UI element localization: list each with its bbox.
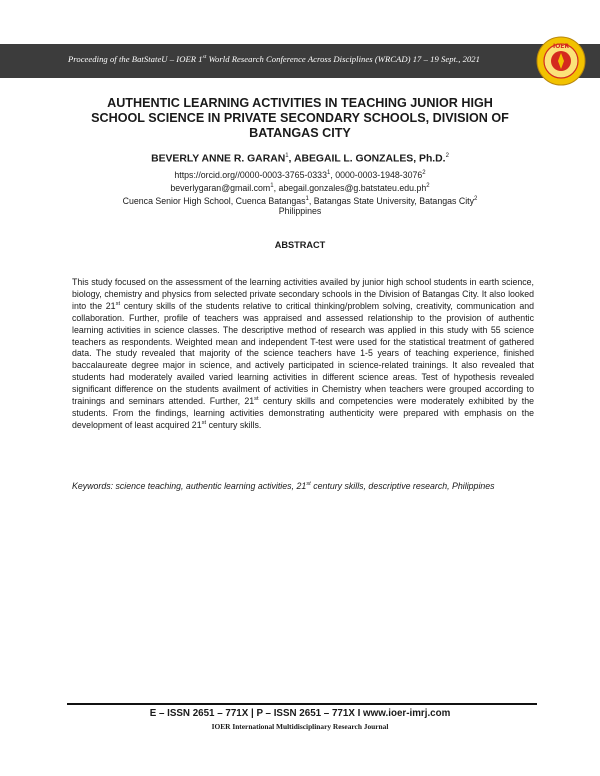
abstract-body: This study focused on the assessment of the learning activities availed by junior high school students in earth science, biology, chemistry and physics from selected private secondary schools in the Division of Batangas City. It also looked into the 21st century skills of the students relative to critical thinking/problem solving, creativity, communication and collaboration. Further, profile of teachers was appraised and assessed relationship to the provision of authentic learning activities in science classes. The descriptive method of research was applied in this study with 55 science teachers as respondents. Weighted mean and independent T-test were used for the statistical treatment of gathered data. The study revealed that majority of the science teachers have 1-5 years of teaching experience, finished baccalaureate degree major in science, and actively participated in science-related trainings. It also revealed that students had moderately availed varied learning activities in different science areas. Test of hypothesis revealed significant difference on the students availment of activities in Chemistry when teachers were grouped according to trainings and seminars attended. Further, 21st century skills and competencies were moderately exhibited by the students. From the findings, learning activities demonstrating authenticity were prepared with emphasis on the development of least acquired 21st century skills. [72, 277, 534, 430]
abstract-heading: ABSTRACT [274, 240, 326, 250]
footer-issn: E – ISSN 2651 – 771X | P – ISSN 2651 – 771X I www.ioer-imrj.com [149, 708, 451, 719]
svg-text:IOER: IOER [552, 43, 570, 50]
keywords: Keywords: science teaching, authentic learning activities, 21st century skills, descriptive research, Philippines [72, 480, 495, 491]
footer-divider [67, 703, 537, 705]
proceeding-header: Proceeding of the BatStateU – IOER 1st World Research Conference Across Disciplines (WRCAD) 17 – 19 Sept., 2021 [67, 54, 481, 64]
orcid-line: https://orcid.org//0000-0003-3765-0333$^1$, 0000-0003-1948-3076$^2$ [174, 169, 426, 180]
country-line: Philippines [278, 206, 322, 216]
affiliation-line: Cuenca Senior High School, Cuenca Batangas$^1$, Batangas State University, Batangas City$^2$ [122, 195, 478, 206]
paper-title: AUTHENTIC LEARNING ACTIVITIES IN TEACHING JUNIOR HIGH SCHOOL SCIENCE IN PRIVATE SECONDARY SCHOOLS, DIVISION OF BATANGAS CITY [91, 96, 509, 140]
author-list: BEVERLY ANNE R. GARAN$^1$, ABEGAIL L. GONZALES, Ph.D.$^2$ [151, 153, 449, 165]
footer-journal-name: IOER International Multidisciplinary Research Journal [211, 722, 389, 731]
ioer-seal-logo [536, 36, 586, 86]
email-line: beverlygaran@gmail.com$^1$, $abegail.gonzales@g.batstateu.edu.ph^2$ [170, 182, 430, 193]
